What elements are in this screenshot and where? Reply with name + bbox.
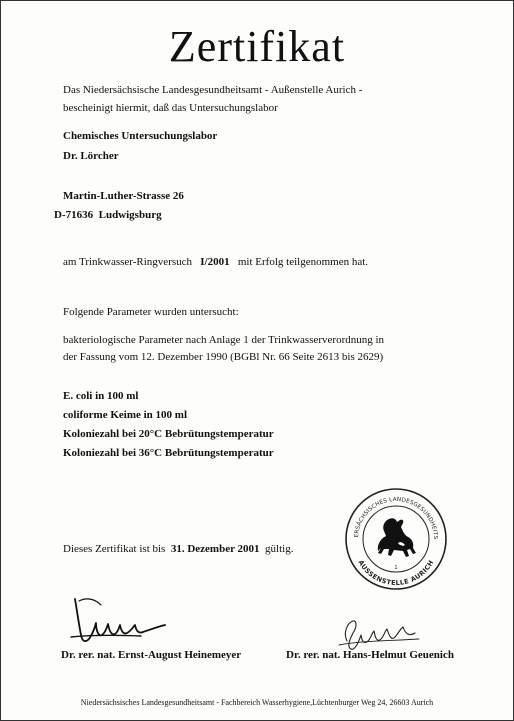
svg-text:AUSSENSTELLE AURICH xyxy=(357,559,436,587)
lab-name: Chemisches Untersuchungslabor xyxy=(63,130,218,142)
seal-bottom-text: AUSSENSTELLE AURICH xyxy=(356,558,436,588)
intro-line-2: bescheinigt hiermit, daß das Untersuchungslabor xyxy=(63,102,278,114)
seal-number: 1 xyxy=(394,565,398,571)
test-suffix: mit Erfolg teilgenommen hat. xyxy=(237,256,369,268)
validity-line xyxy=(63,543,293,555)
parameter-item: Koloniezahl bei 20°C Bebrütungstemperatur xyxy=(63,428,274,440)
lab-postcode: D-71636 xyxy=(54,209,94,221)
legal-line-2: der Fassung vom 12. Dezember 1990 (BGBl Nr. 66 Seite 2613 bis 2629) xyxy=(63,351,384,363)
signatory-left: Dr. rer. nat. Ernst-August Heinemeyer xyxy=(61,649,242,661)
validity-date: 31. Dezember 2001 xyxy=(170,543,260,555)
footer-address: Niedersächsisches Landesgesundheitsamt - Fachbereich Wasserhygiene,Lüchtenburger Weg 24, 26603 Aurich xyxy=(80,698,434,707)
validity-prefix: Dieses Zertifikat ist bis xyxy=(63,543,166,555)
parameter-item: E. coli in 100 ml xyxy=(63,390,139,402)
intro-line-1: Das Niedersächsische Landesgesundheitsamt - Außenstelle Aurich - xyxy=(63,84,363,96)
params-intro: Folgende Parameter wurden untersucht: xyxy=(63,306,239,318)
seal-graphic xyxy=(344,487,448,591)
certificate-title: Zertifikat xyxy=(168,22,346,71)
lab-street: Martin-Luther-Strasse 26 xyxy=(63,190,184,202)
validity-suffix: gültig. xyxy=(265,543,294,555)
test-round: I/2001 xyxy=(200,256,230,268)
parameter-item: coliforme Keime in 100 ml xyxy=(63,409,188,421)
test-prefix: am Trinkwasser-Ringversuch xyxy=(63,256,193,268)
signature-heinemeyer xyxy=(65,591,175,651)
test-line xyxy=(63,256,368,268)
signatory-right: Dr. rer. nat. Hans-Helmut Geuenich xyxy=(286,649,454,661)
legal-line-1: bakteriologische Parameter nach Anlage 1 der Trinkwasserverordnung in xyxy=(63,334,385,346)
seal-top-text: ERSÄCHSISCHES LANDESGESUNDHEITS xyxy=(353,496,439,540)
official-seal xyxy=(344,487,448,591)
parameter-item: Koloniezahl bei 36°C Bebrütungstemperatur xyxy=(63,447,274,459)
lab-person: Dr. Lörcher xyxy=(63,150,119,162)
horse-icon xyxy=(378,518,416,557)
lab-postcode-city xyxy=(54,209,162,221)
lab-city: Ludwigsburg xyxy=(98,209,162,221)
